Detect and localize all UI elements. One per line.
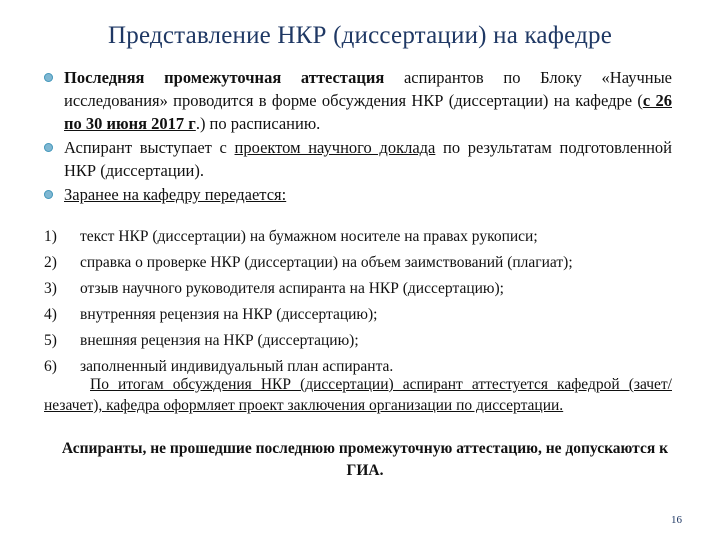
bullet-underlined-text: Заранее на кафедру передается: [64,185,287,204]
list-item [44,328,672,354]
list-number: 6) [44,358,57,375]
bullet-text-tail: .) по расписанию. [195,114,321,133]
bullet-text-tail: по результатам подготовленной НКР (диссертации). [64,138,672,180]
list-item [44,250,672,276]
bullet-item [44,66,672,135]
page-number: 16 [671,514,682,526]
list-text: заполненный индивидуальный план аспиранта. [80,358,394,375]
bullet-underlined-text: проектом научного доклада [234,138,436,157]
bullet-item [44,183,672,206]
bullet-bold-text: Последняя промежуточная аттестация [64,68,385,87]
list-number: 3) [44,280,57,297]
list-text: справка о проверке НКР (диссертации) на объем заимствований (плагиат); [80,254,573,271]
list-text: текст НКР (диссертации) на бумажном носителе на правах рукописи; [80,228,538,245]
bullet-dot-icon [44,143,53,152]
list-item [44,302,672,328]
conclusion-text: По итогам обсуждения НКР (диссертации) аспирант аттестуется кафедрой (зачет/незачет), кафедра оформляет проект заключения организации по диссертации. [44,376,672,414]
slide-title: Представление НКР (диссертации) на кафедре [108,22,612,49]
list-number: 5) [44,332,57,349]
list-item [44,224,672,250]
list-text: внешняя рецензия на НКР (диссертацию); [80,332,359,349]
numbered-list [44,224,672,380]
bullet-list [44,66,672,207]
bullet-text: Аспирант выступает с [64,138,235,157]
list-number: 2) [44,254,57,271]
bullet-text: аспирантов по Блоку «Научные исследования» проводится в форме обсуждения НКР (диссертации) на кафедре ( [64,68,673,110]
list-item [44,276,672,302]
bullet-date: с 26 по 30 июня 2017 г [64,91,672,133]
warning-note: Аспиранты, не прошедшие последнюю промежуточную аттестацию, не допускаются к ГИА. [61,440,669,479]
list-text: внутренняя рецензия на НКР (диссертацию); [80,306,378,323]
bullet-dot-icon [44,190,53,199]
bullet-item [44,136,672,182]
list-number: 4) [44,306,57,323]
conclusion-paragraph [44,374,672,416]
list-number: 1) [44,228,57,245]
list-text: отзыв научного руководителя аспиранта на НКР (диссертацию); [80,280,504,297]
bullet-dot-icon [44,73,53,82]
